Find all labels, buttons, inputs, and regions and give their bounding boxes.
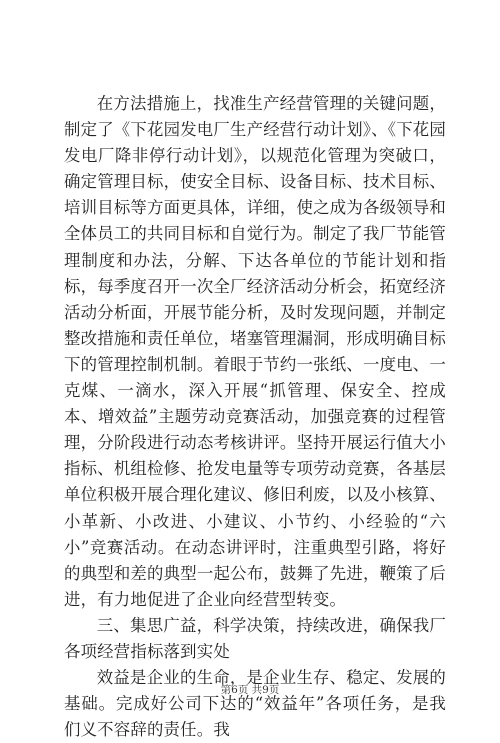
page-number-footer: 第6页 共9页 bbox=[220, 684, 280, 696]
paragraph-methods: 在方法措施上，找准生产经营管理的关键问题，制定了《下花园发电厂生产经营行动计划》、《下花园发电厂降非停行动计划》，以规范化管理为突破口，确定管理目标，使安全目标、设备目标、技术目标、培训目标等方面更具体，详细，使之成为各级领导和全体员工的共同目标和自觉行为。制定了我厂节能管理制度和办法，分解、下达各单位的节能计划和指标，每季度召开一次全厂经济活动分析会，拓宽经济活动分析面，开展节能分析，及时发现问题，并制定整改措施和责任单位，堵塞管理漏洞，形成明确目标下的管理控制机制。着眼于节约一张纸、一度电、一克煤、一滴水，深入开展“抓管理、保安全、控成本、增效益”主题劳动竞赛活动，加强竞赛的过程管理，分阶段进行动态考核讲评。坚持开展运行值大小指标、机组检修、抢发电量等专项劳动竞赛，各基层单位积极开展合理化建议、修旧利废，以及小核算、小革新、小改进、小建议、小节约、小经验的“六小”竞赛活动。在动态讲评时，注重典型引路，将好的典型和差的典型一起公布，鼓舞了先进，鞭策了后进，有力地促进了企业向经营型转变。 bbox=[64, 94, 446, 609]
document-body bbox=[64, 91, 446, 743]
section-heading: 三、集思广益，科学决策，持续改进，确保我厂各项经营指标落到实处 bbox=[64, 615, 446, 661]
paragraph-benefit: 效益是企业的生命，是企业生存、稳定、发展的基础。完成好公司下达的“效益年”各项任务，是我们义不容辞的责任。我 bbox=[64, 668, 446, 740]
